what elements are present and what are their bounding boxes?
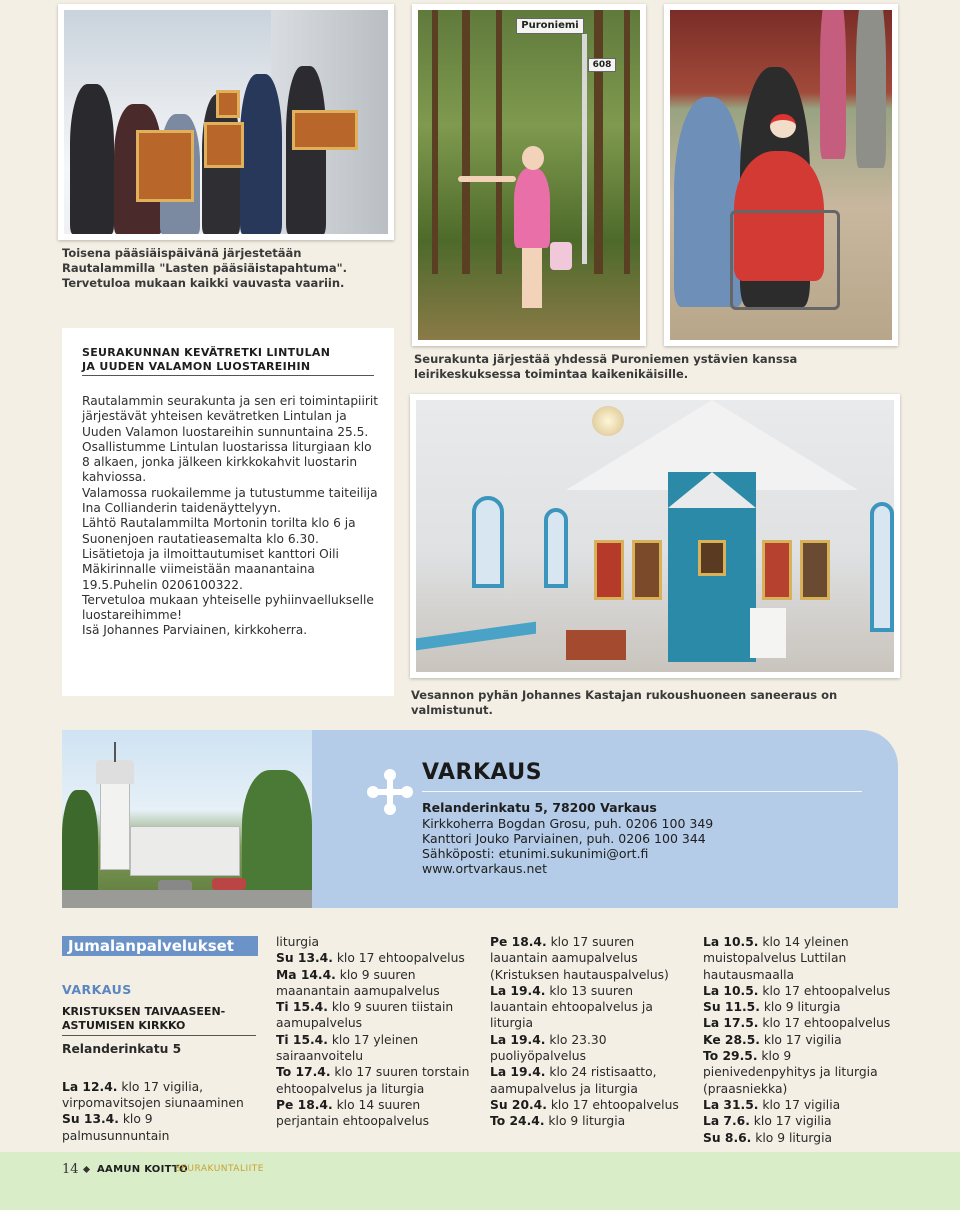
service-date: Su 20.4.	[490, 1097, 547, 1112]
photo-wheelchair-group	[664, 4, 898, 346]
service-text: klo 17 suuren lauantain aamupalvelus (Kristuksen hautauspalvelus)	[490, 935, 669, 982]
service-text: klo 9 liturgia	[759, 1000, 841, 1015]
service-date: La 17.5.	[703, 1016, 759, 1031]
service-text: klo 17 ehtoopalvelus	[546, 1097, 679, 1112]
service-entry	[276, 999, 474, 1032]
service-entry	[703, 983, 903, 999]
varkaus-title: VARKAUS	[422, 760, 543, 785]
church-name-line2: ASTUMISEN KIRKKO	[62, 1018, 186, 1032]
photo-girl-puroniemi-sign	[412, 4, 646, 346]
service-date: To 17.4.	[276, 1065, 331, 1080]
service-entry	[490, 1097, 686, 1113]
service-text: klo 14 yleinen muistopalvelus Luttilan hautausmaalla	[703, 935, 849, 982]
service-text: klo 17 suuren torstain ehtoopalvelus ja liturgia	[276, 1065, 470, 1096]
service-date: La 19.4.	[490, 1032, 546, 1047]
service-entry	[490, 983, 686, 1032]
service-date: La 10.5.	[703, 935, 759, 949]
service-entry	[62, 1111, 258, 1144]
service-text: klo 9 liturgia	[544, 1114, 626, 1129]
service-date: Ke 28.5.	[703, 1032, 760, 1047]
service-text: klo 17 vigilia	[759, 1032, 842, 1047]
service-date: To 29.5.	[703, 1049, 758, 1064]
service-date: Pe 18.4.	[490, 935, 547, 949]
services-column-2	[276, 934, 474, 1130]
number-sign: 608	[588, 58, 616, 72]
services-list-col1	[62, 1079, 258, 1144]
varkaus-vicar: Kirkkoherra Bogdan Grosu, puh. 0206 100 349	[422, 816, 714, 831]
service-entry	[703, 934, 903, 983]
diamond-separator-icon	[83, 1166, 90, 1173]
service-text: klo 17 vigilia	[749, 1114, 832, 1129]
service-date: Pe 18.4.	[276, 1097, 333, 1112]
service-entry	[703, 1130, 903, 1146]
page-footer	[0, 1152, 960, 1210]
excursion-title-rule	[82, 375, 374, 376]
orthodox-cross-emblem-icon	[364, 766, 416, 818]
varkaus-email: Sähköposti: etunimi.sukunimi@ort.fi	[422, 846, 649, 861]
excursion-title	[82, 346, 382, 374]
service-date: La 7.6.	[703, 1114, 750, 1129]
excursion-paragraph: Lisätietoja ja ilmoittautumiset kanttori Oili Mäkirinnalle viimeistään maanantaina 19.5.Puhelin 0206100322.	[82, 546, 339, 592]
service-text: klo 9 pienivedenpyhitys ja liturgia (praasniekka)	[703, 1049, 878, 1096]
excursion-article	[62, 328, 394, 696]
service-entry	[276, 1097, 474, 1130]
varkaus-info-panel	[312, 730, 898, 908]
service-date: Su 11.5.	[703, 1000, 760, 1015]
services-church-name	[62, 1005, 258, 1033]
services-parish-name: VARKAUS	[62, 982, 132, 998]
church-name-line1: KRISTUKSEN TAIVAASEEN-	[62, 1004, 226, 1018]
service-date: Su 8.6.	[703, 1130, 752, 1145]
service-text: liturgia	[276, 935, 320, 949]
service-entry	[490, 1064, 686, 1097]
magazine-name: AAMUN KOITTO	[97, 1164, 188, 1175]
varkaus-address: Relanderinkatu 5, 78200 Varkaus	[422, 800, 657, 815]
service-date: La 19.4.	[490, 1065, 546, 1080]
photo-varkaus-church	[62, 730, 312, 908]
service-date: Ma 14.4.	[276, 967, 336, 982]
excursion-title-line1: SEURAKUNNAN KEVÄTRETKI LINTULAN	[82, 346, 331, 359]
service-text: klo 17 ehtoopalvelus	[758, 983, 891, 998]
church-name-rule	[62, 1035, 256, 1036]
service-entry	[276, 950, 474, 966]
service-date: La 12.4.	[62, 1079, 118, 1094]
service-text: klo 17 ehtoopalvelus	[758, 1016, 891, 1031]
service-date: La 31.5.	[703, 1097, 759, 1112]
supplement-label: SEURAKUNTALIITE	[175, 1164, 264, 1174]
service-text: klo 17 ehtoopalvelus	[332, 951, 465, 966]
street-sign: Puroniemi	[516, 18, 584, 34]
services-column-1	[62, 936, 258, 1144]
service-text: klo 9 liturgia	[751, 1130, 833, 1145]
service-text: klo 9 palmusunnuntain	[62, 1112, 170, 1143]
service-entry	[490, 934, 686, 983]
excursion-paragraph: Isä Johannes Parviainen, kirkkoherra.	[82, 623, 308, 638]
service-entry	[276, 934, 474, 950]
service-date: Su 13.4.	[276, 951, 333, 966]
service-text: klo 9 suuren maanantain aamupalvelus	[276, 967, 440, 998]
services-street: Relanderinkatu 5	[62, 1041, 182, 1056]
service-date: Ti 15.4.	[276, 1000, 328, 1015]
service-entry	[276, 1032, 474, 1065]
excursion-paragraph: Valamossa ruokailemme ja tutustumme taiteilija Ina Collianderin taidenäyttelyyn.	[82, 485, 378, 516]
caption-easter-event: Toisena pääsiäispäivänä järjestetään Rautalammilla "Lasten pääsiäistapahtuma". Tervetuloa mukaan kaikki vauvasta vaariin.	[62, 246, 348, 290]
service-text: klo 14 suuren perjantain ehtoopalvelus	[276, 1097, 430, 1129]
service-entry	[703, 1048, 903, 1097]
page-number: 14	[62, 1162, 79, 1177]
varkaus-title-rule	[422, 791, 862, 792]
service-entry	[703, 999, 903, 1015]
service-entry	[703, 1032, 903, 1048]
service-text: klo 17 yleinen sairaanvoitelu	[276, 1032, 419, 1064]
services-column-4	[703, 934, 903, 1146]
service-entry	[62, 1079, 258, 1112]
service-date: Su 13.4.	[62, 1112, 119, 1127]
service-date: Ti 15.4.	[276, 1032, 328, 1047]
service-text: klo 23.30 puoliyöpalvelus	[490, 1032, 607, 1064]
caption-vesanto: Vesannon pyhän Johannes Kastajan rukoushuoneen saneeraus on valmistunut.	[411, 688, 838, 717]
excursion-body	[82, 394, 382, 639]
services-column-3	[490, 934, 686, 1130]
service-entry	[276, 967, 474, 1000]
caption-puroniemi: Seurakunta järjestää yhdessä Puroniemen ystävien kanssa leirikeskuksessa toimintaa kaikenikäisille.	[414, 352, 798, 381]
service-entry	[703, 1015, 903, 1031]
service-date: La 10.5.	[703, 983, 759, 998]
service-entry	[703, 1097, 903, 1113]
excursion-title-line2: JA UUDEN VALAMON LUOSTAREIHIN	[82, 360, 311, 373]
service-entry	[490, 1113, 686, 1129]
photo-church-interior	[410, 394, 900, 678]
excursion-paragraph: Tervetuloa mukaan yhteiselle pyhiinvaellukselle luostareihimme!	[82, 592, 374, 623]
service-entry	[276, 1064, 474, 1097]
service-text: klo 24 ristisaatto, aamupalvelus ja liturgia	[490, 1065, 657, 1096]
service-entry	[703, 1113, 903, 1129]
excursion-paragraph: Lähtö Rautalammilta Mortonin torilta klo 6 ja Suonenjoen rautatieasemalta klo 6.30.	[82, 516, 356, 546]
service-text: klo 13 suuren lauantain ehtoopalvelus ja liturgia	[490, 983, 653, 1031]
photo-children-icons	[58, 4, 394, 240]
excursion-paragraph: Osallistumme Lintulan luostarissa liturgiaan klo 8 alkaen, jonka jälkeen kirkkokahvit luostarin kahviossa.	[82, 439, 372, 485]
service-text: klo 17 vigilia, virpomavitsojen siunaaminen	[62, 1079, 244, 1111]
service-text: klo 9 suuren tiistain aamupalvelus	[276, 1000, 454, 1031]
service-entry	[490, 1032, 686, 1065]
service-text: klo 17 vigilia	[758, 1097, 841, 1112]
varkaus-cantor: Kanttori Jouko Parviainen, puh. 0206 100 344	[422, 831, 706, 846]
excursion-paragraph: Rautalammin seurakunta ja sen eri toimintapiirit järjestävät yhteisen kevätretken Lintulan ja Uuden Valamon luostareihin sunnuntaina 25.5.	[82, 394, 379, 439]
service-date: To 24.4.	[490, 1114, 545, 1129]
service-date: La 19.4.	[490, 983, 546, 998]
varkaus-website-link[interactable]: www.ortvarkaus.net	[422, 861, 547, 876]
services-heading: Jumalanpalvelukset	[62, 936, 258, 956]
